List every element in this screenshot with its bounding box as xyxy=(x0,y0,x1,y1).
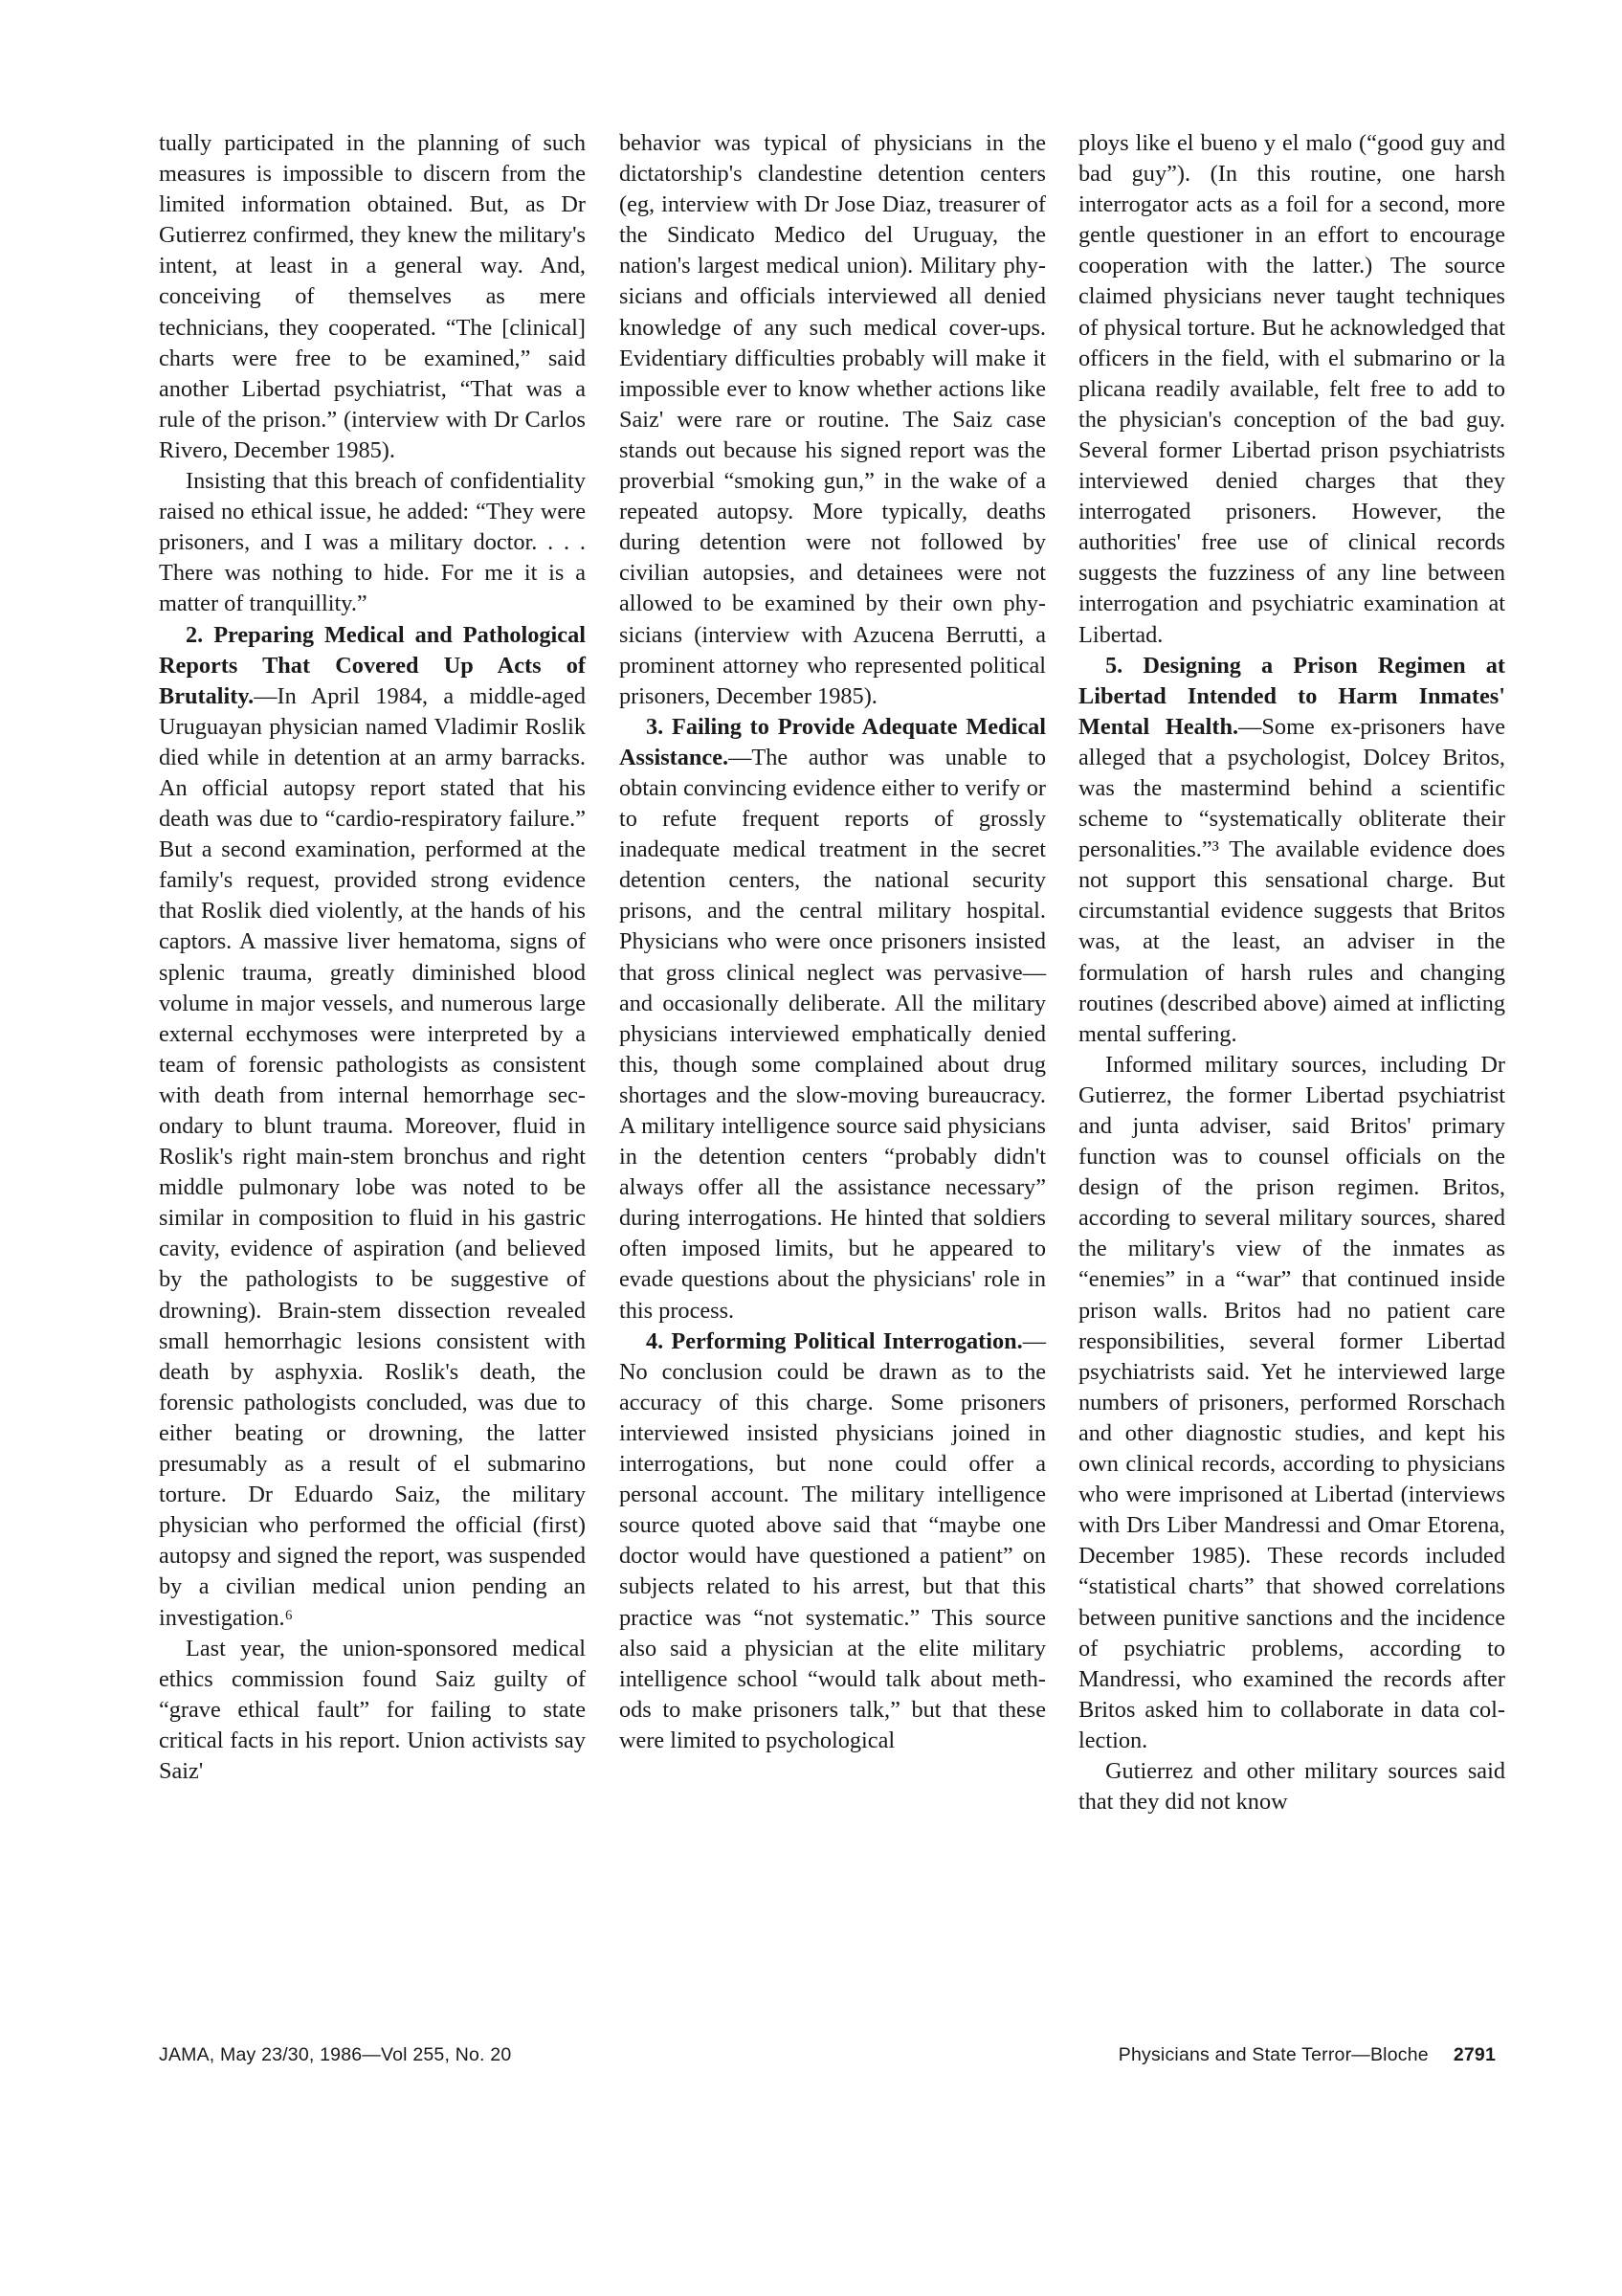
paragraph-text: Informed military sources, including Dr Gutierrez, the former Libertad psychiatrist and junta adviser, said Britos' primary function was to counsel officials on the design of the prison regimen. Britos, according to several military sources, shared the military's view of the inmates as “enemies” in a “war” that continued inside prison walls. Britos had no patient care responsibilities, several former Libertad psychiatrists said. Yet he interviewed large numbers of prisoners, performed Rorschach and other diagnostic studies, and kept his own clinical records, according to physicians who were imprisoned at Libertad (interviews with Drs Liber Mandressi and Omar Etorena, December 1985). These records included “statistical charts” that showed correlations between punitive sanctions and the incidence of psychiatric problems, according to Mandressi, who examined the records after Britos asked him to collaborate in data collection. xyxy=(1078,1051,1505,1753)
paragraph xyxy=(619,712,1046,1326)
paragraph xyxy=(1078,128,1505,651)
paragraph-text: tually participated in the planning of such measures is impossible to discern from the limited information obtained. But, as Dr Gutierrez confirmed, they knew the military's intent, at least in a general way. And, conceiving of themselves as mere technicians, they cooperated. “The [clinical] charts were free to be examined,” said another Libertad psychiatrist, “That was a rule of the prison.” (interview with Dr Carlos Rivero, December 1985). xyxy=(159,130,586,463)
paragraph xyxy=(619,128,1046,712)
paragraph-text: ploys like el bueno y el malo (“good guy and bad guy”). (In this routine, one harsh interrogator acts as a foil for a second, more gentle questioner in an effort to encourage cooperation with the latter.) The source claimed physicians never taught techniques of physical torture. But he acknowledged that officers in the field, with el submarino or la plicana readily available, felt free to add to the physician's conception of the bad guy. Several former Libertad prison psychiatrists interviewed denied charges that they interrogated prisoners. However, the authorities' free use of clinical records suggests the fuzziness of any line between interrogation and psychiatric examination at Libertad. xyxy=(1078,130,1505,648)
footer-running-head xyxy=(1119,2044,1496,2066)
text-column-2 xyxy=(619,128,1046,1756)
paragraph xyxy=(1078,1756,1505,1817)
paragraph-text: —No conclusion could be drawn as to the accuracy of this charge. Some prisoners interviewed insisted physicians joined in interrogations, but none could offer a personal account. The military intelligence source quoted above said that “maybe one doctor would have questioned a patient” on subjects related to his arrest, but that this practice was “not systematic.” This source also said a physician at the elite military intelligence school “would talk about methods to make prisoners talk,” but that these were limited to psychological xyxy=(619,1327,1046,1753)
paragraph xyxy=(159,128,586,466)
paragraph-text: —The author was unable to obtain convincing evidence either to verify or to refute frequent reports of grossly inadequate medical treatment in the secret detention centers, the national security prisons, and the central military hospital. Physicians who were once prisoners insisted that gross clinical neglect was pervasive—and occasionally deliberate. All the military physicians interviewed emphatically denied this, though some complained about drug shortages and the slow-moving bureaucracy. A military intelligence source said physicians in the detention centers “probably didn't always offer all the assistance necessary” during interrogations. He hinted that soldiers often imposed limits, but he appeared to evade questions about the physicians' role in this process. xyxy=(619,744,1046,1324)
paragraph-text: Gutierrez and other military sources said that they did not know xyxy=(1078,1757,1505,1816)
section-heading: 2. Preparing Medical and Pathological Reports That Covered Up Acts of Brutality. xyxy=(159,621,586,709)
paragraph-text: —Some ex-prisoners have alleged that a psychologist, Dolcey Britos, was the mastermind behind a scientific scheme to “systematically obliterate their personalities.”³ The available evidence does not support this sensational charge. But circumstantial evidence suggests that Britos was, at the least, an adviser in the formulation of harsh rules and changing routines (described above) aimed at inflicting mental suffering. xyxy=(1078,713,1505,1047)
paragraph xyxy=(1078,1050,1505,1756)
paragraph xyxy=(619,1326,1046,1756)
page-number: 2791 xyxy=(1453,2044,1496,2065)
paragraph xyxy=(159,466,586,619)
section-heading: 3. Failing to Provide Adequate Medical Assistance. xyxy=(619,713,1046,770)
paragraph xyxy=(1078,651,1505,1050)
text-column-3 xyxy=(1078,128,1505,1817)
paragraph-text: behavior was typical of physicians in the dictatorship's clandestine detention centers (eg, interview with Dr Jose Diaz, treasurer of the Sindicato Medico del Uruguay, the nation's largest medical union). Military physicians and officials interviewed all denied knowledge of any such medical cover-ups. Evidentiary difficulties probably will make it impossible ever to know whether actions like Saiz' were rare or routine. The Saiz case stands out because his signed report was the proverbial “smoking gun,” in the wake of a repeated autopsy. More typically, deaths during detention were not followed by civilian autopsies, and detainees were not allowed to be examined by their own physicians (interview with Azucena Berrutti, a prominent attorney who represented political prisoners, December 1985). xyxy=(619,130,1046,709)
running-title: Physicians and State Terror—Bloche xyxy=(1118,2044,1429,2065)
paragraph-text: Insisting that this breach of confidentiality raised no ethical issue, he added: “They were prisoners, and I was a military doctor. . . . There was nothing to hide. For me it is a matter of tranquillity.” xyxy=(159,468,586,617)
paragraph xyxy=(159,620,586,1634)
section-heading: 4. Performing Political Interrogation. xyxy=(646,1327,1023,1354)
paragraph-text: —In April 1984, a middle-aged Uruguayan physician named Vladimir Roslik died while in detention at an army barracks. An official autopsy report stated that his death was due to “cardio-respiratory failure.” But a second examination, performed at the family's request, provided strong evidence that Roslik died violently, at the hands of his captors. A massive liver hematoma, signs of splenic trauma, greatly diminished blood volume in major vessels, and numerous large external ecchymoses were interpreted by a team of forensic pathologists as consistent with death from internal hemorrhage secondary to blunt trauma. Moreover, fluid in Roslik's right main-stem bronchus and right middle pulmonary lobe was noted to be similar in composition to fluid in his gastric cavity, evidence of aspiration (and believed by the pathologists to be suggestive of drowning). Brain-stem dissection revealed small hemorrhagic lesions consistent with death by asphyxia. Roslik's death, the forensic pathologists concluded, was due to either beating or drowning, the latter presumably as a result of el submarino torture. Dr Eduardo Saiz, the military physician who performed the official (first) autopsy and signed the report, was suspended by a civilian medical union pending an investigation.⁶ xyxy=(159,682,586,1631)
text-column-1 xyxy=(159,128,586,1787)
section-heading: 5. Designing a Prison Regimen at Libertad Intended to Harm Inmates' Mental Health. xyxy=(1078,652,1505,740)
footer-citation: JAMA, May 23/30, 1986—Vol 255, No. 20 xyxy=(159,2044,512,2065)
paragraph-text: Last year, the union-sponsored medical ethics commission found Saiz guilty of “grave ethical fault” for failing to state critical facts in his report. Union activists say Saiz' xyxy=(159,1635,586,1784)
paragraph xyxy=(159,1634,586,1787)
